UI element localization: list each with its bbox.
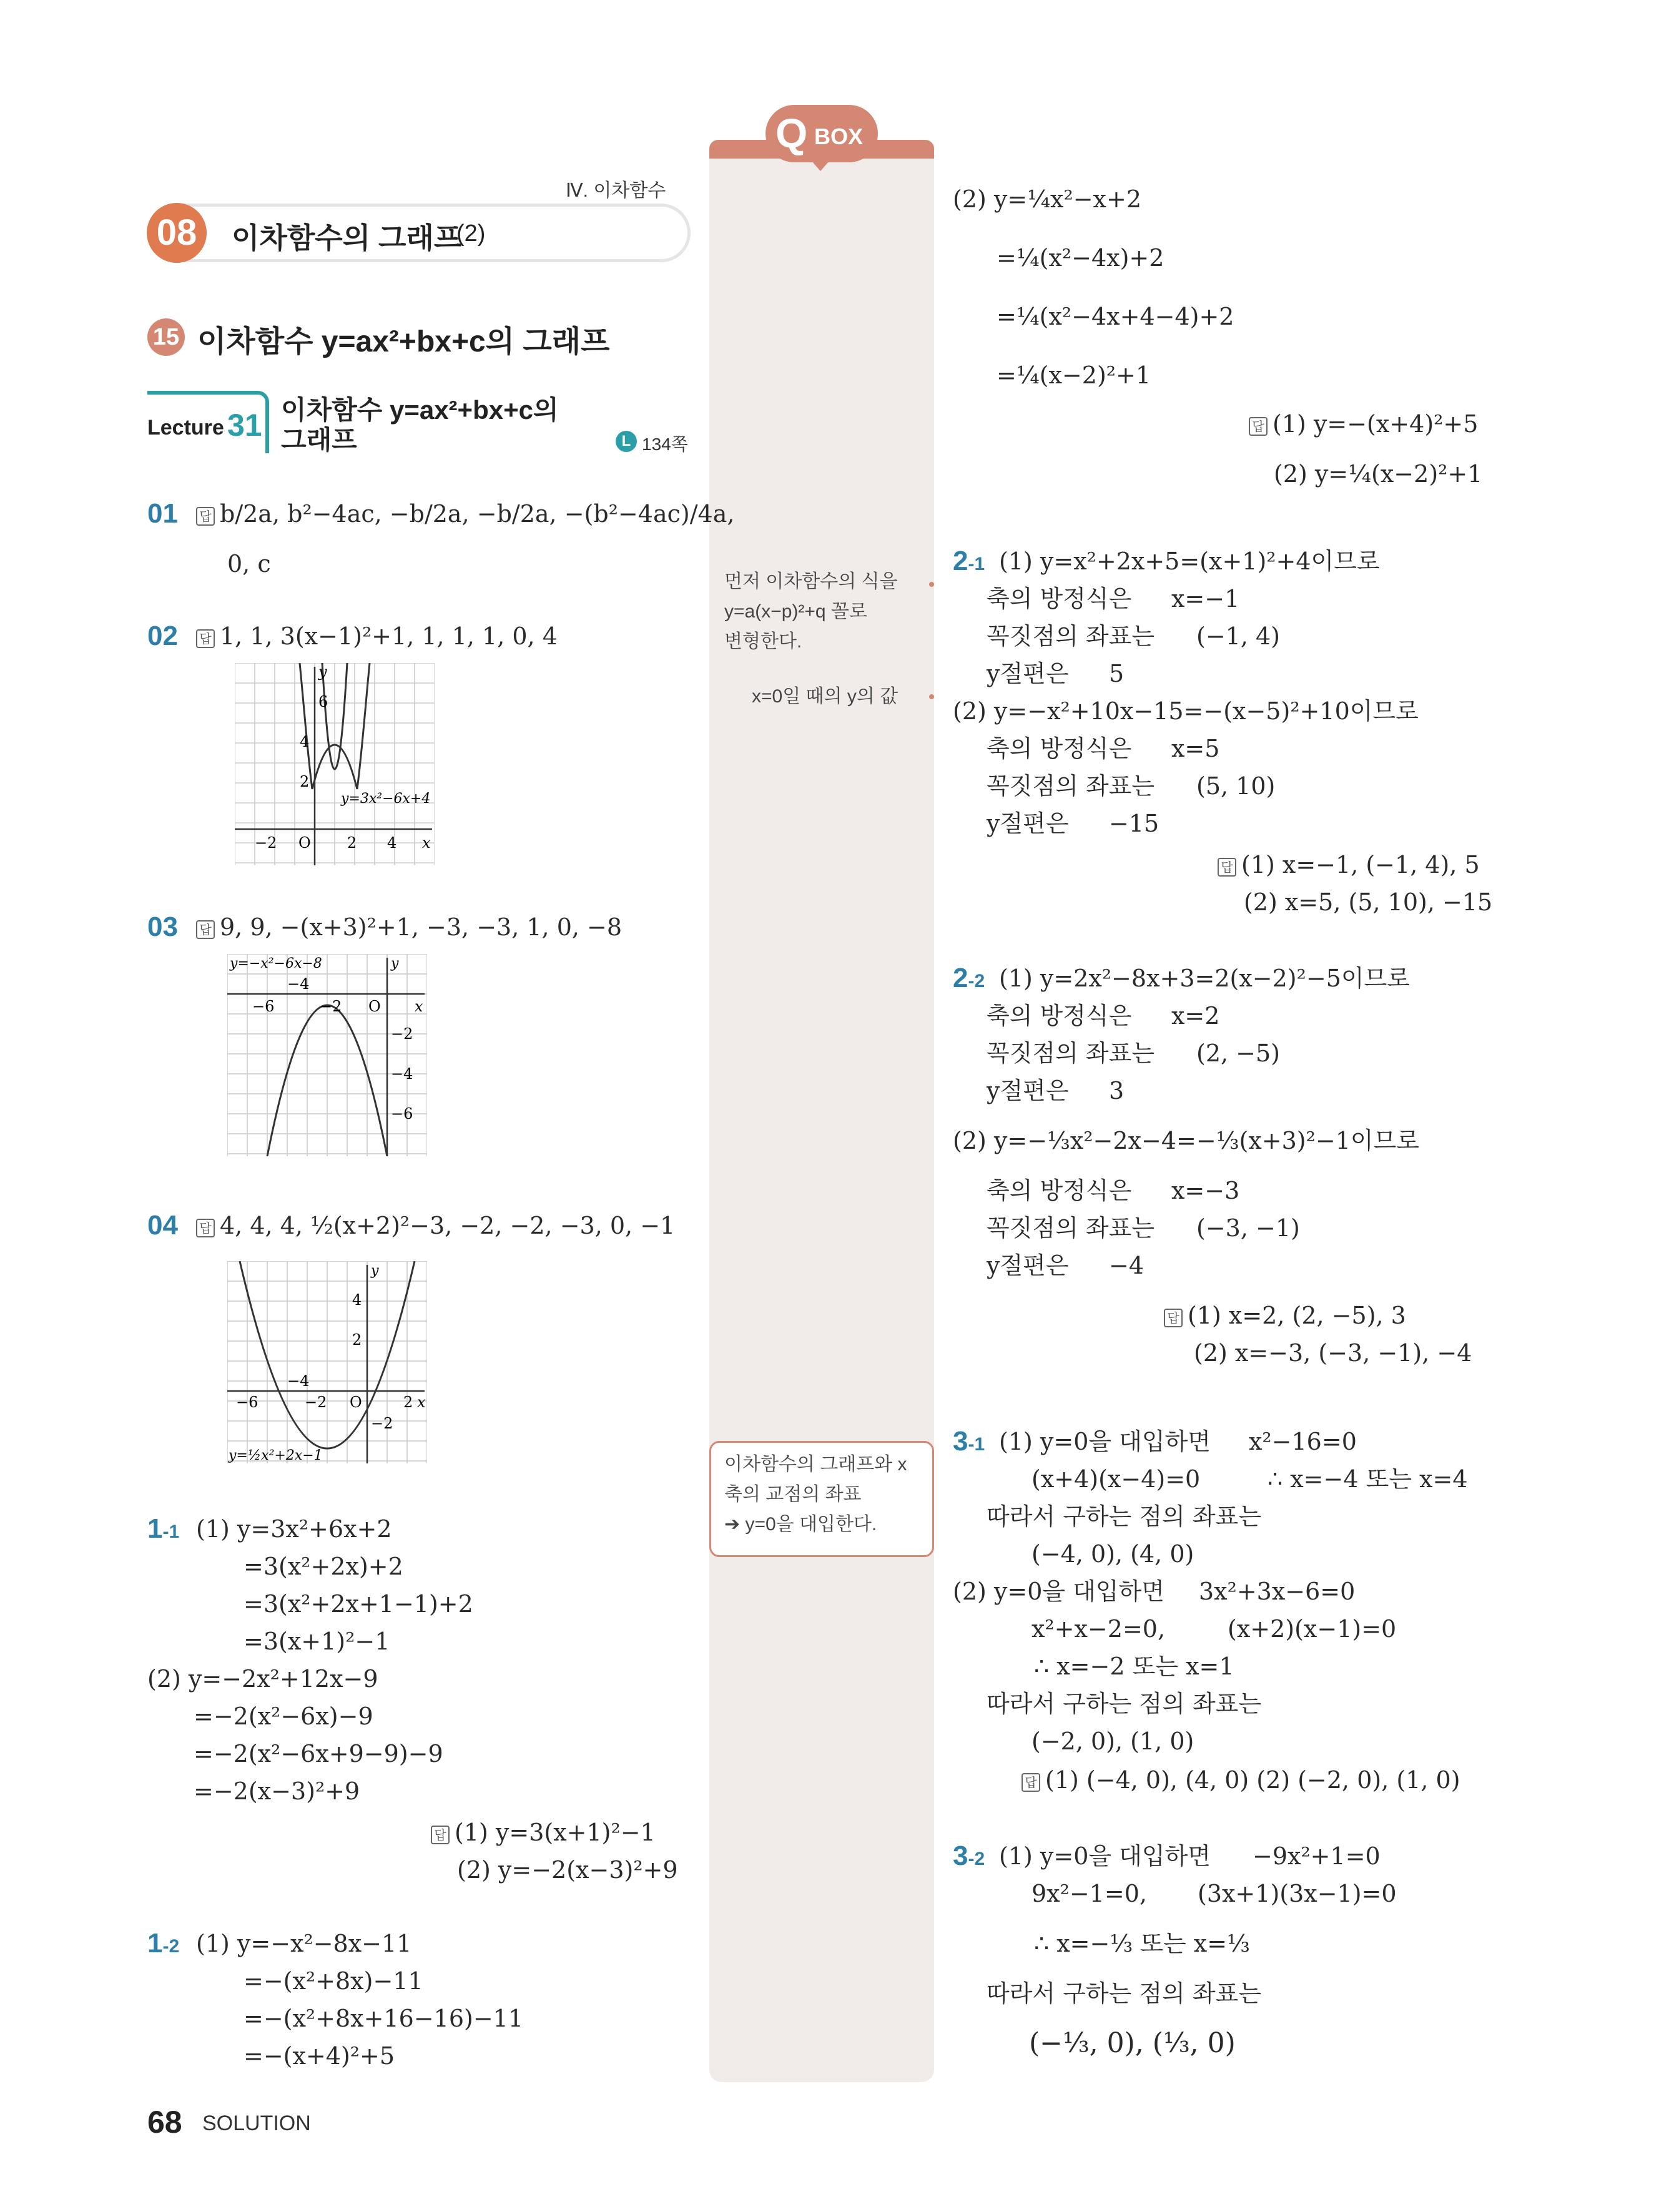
- value: x=2: [1171, 1002, 1220, 1030]
- step-line: x²+x−2=0,: [1031, 1615, 1166, 1643]
- step-line: =¼(x²−4x+4−4)+2: [997, 303, 1234, 330]
- problem-01-number: 01: [147, 498, 178, 529]
- problem-04-answer: 답 4, 4, 4, ½(x+2)²−3, −2, −2, −3, 0, −1: [196, 1211, 675, 1240]
- answer-mark: 답: [196, 920, 215, 939]
- svg-text:y: y: [318, 663, 327, 681]
- problem-2-2-number: 2-2: [953, 963, 985, 993]
- value: −15: [1109, 810, 1159, 837]
- value: 5: [1109, 660, 1125, 687]
- problem-04-number: 04: [147, 1210, 178, 1241]
- value: (5, 10): [1196, 772, 1276, 800]
- chapter-label: Ⅳ. 이차함수: [566, 180, 666, 201]
- svg-text:x: x: [422, 834, 431, 852]
- label: 축의 방정식은: [987, 585, 1132, 612]
- problem-01-line2: 0, c: [227, 550, 271, 578]
- svg-text:O: O: [298, 834, 311, 852]
- svg-text:x: x: [417, 1394, 426, 1411]
- step-line: (2) y=0을 대입하면: [953, 1578, 1165, 1605]
- problem-02-number: 02: [147, 621, 178, 651]
- footer-label: SOLUTION: [202, 2111, 311, 2135]
- value: (−3, −1): [1196, 1214, 1300, 1242]
- step-line: (−⅓, 0), (⅓, 0): [1029, 2027, 1236, 2059]
- problem-03-answer: 답 9, 9, −(x+3)²+1, −3, −3, 1, 0, −8: [196, 913, 622, 941]
- label: 축의 방정식은: [987, 735, 1132, 762]
- svg-text:−4: −4: [287, 975, 310, 993]
- svg-text:y: y: [371, 1263, 379, 1279]
- graph-02-label: y=3x²−6x+4: [341, 791, 431, 807]
- step-line: 따라서 구하는 점의 좌표는: [987, 1503, 1262, 1530]
- label: y절편은: [987, 1077, 1069, 1104]
- label: 축의 방정식은: [987, 1002, 1132, 1030]
- answer-mark: 답: [1218, 858, 1236, 877]
- step-line: (3x+1)(3x−1)=0: [1198, 1880, 1397, 1907]
- svg-text:4: 4: [300, 733, 310, 750]
- step-line: =−2(x²−6x)−9: [194, 1703, 373, 1730]
- answer-mark: 답: [196, 507, 215, 526]
- lecture-label: Lecture: [147, 416, 224, 440]
- graph-03-label: y=−x²−6x−8: [230, 956, 322, 971]
- qbox-box: BOX: [814, 124, 864, 149]
- step-line: x²−16=0: [1249, 1428, 1357, 1455]
- step-line: (2) y=−⅓x²−2x−4=−⅓(x+3)²−1이므로: [953, 1127, 1419, 1154]
- step-line: (2) y=−2x²+12x−9: [147, 1665, 378, 1693]
- step-line: 따라서 구하는 점의 좌표는: [987, 1980, 1262, 2007]
- step-line: (x+4)(x−4)=0: [1031, 1465, 1201, 1493]
- svg-text:O: O: [350, 1394, 362, 1411]
- lecture-title-1: 이차함수 y=ax²+bx+c의: [281, 395, 559, 425]
- answer-mark: 답: [1021, 1773, 1040, 1792]
- svg-text:6: 6: [318, 693, 328, 710]
- answer-mark: 답: [196, 629, 215, 648]
- svg-text:4: 4: [387, 834, 397, 852]
- svg-text:2: 2: [352, 1331, 362, 1349]
- step-line: =3(x²+2x+1−1)+2: [244, 1590, 473, 1618]
- step-line: (−4, 0), (4, 0): [1031, 1540, 1194, 1568]
- section-number: 15: [147, 318, 185, 356]
- step-line: (2) y=¼x²−x+2: [953, 185, 1141, 213]
- value: (2, −5): [1196, 1040, 1281, 1067]
- problem-3-1-number: 3-1: [953, 1426, 985, 1457]
- lecture-title-2: 그래프: [281, 425, 357, 455]
- graph-03: [227, 954, 427, 1156]
- step-line: (x+2)(x−1)=0: [1228, 1615, 1397, 1643]
- unit-header: [147, 204, 691, 262]
- label: 축의 방정식은: [987, 1177, 1132, 1204]
- step-line: =¼(x²−4x)+2: [997, 244, 1164, 272]
- note-2: x=0일 때의 y의 값: [752, 686, 898, 707]
- note-1: 먼저 이차함수의 식을 y=a(x−p)²+q 꼴로 변형한다.: [724, 571, 898, 652]
- label: 꼭짓점의 좌표는: [987, 772, 1155, 800]
- unit-part: (2): [456, 220, 486, 247]
- answer-3-1: 답 (1) (−4, 0), (4, 0) (2) (−2, 0), (1, 0): [1021, 1766, 1460, 1794]
- step-line: ∴ x=−2 또는 x=1: [1034, 1653, 1234, 1680]
- svg-text:2: 2: [347, 834, 357, 852]
- svg-text:4: 4: [352, 1291, 362, 1309]
- qbox-q: Q: [775, 110, 808, 156]
- step-line: (1) y=x²+2x+5=(x+1)²+4이므로: [999, 548, 1380, 575]
- qbox-badge: [766, 105, 878, 162]
- step-line: (1) y=0을 대입하면: [999, 1842, 1211, 1870]
- svg-text:−2: −2: [320, 998, 342, 1015]
- lecture-number: 31: [227, 408, 262, 443]
- value: 3: [1109, 1077, 1125, 1104]
- label: y절편은: [987, 660, 1069, 687]
- step-line: =−(x+4)²+5: [244, 2042, 395, 2070]
- value: x=5: [1171, 735, 1220, 762]
- label: 꼭짓점의 좌표는: [987, 1214, 1155, 1242]
- step-line: 따라서 구하는 점의 좌표는: [987, 1690, 1262, 1718]
- answer-1-1-line1: 답 (1) y=3(x+1)²−1: [431, 1818, 656, 1847]
- step-line: =3(x²+2x)+2: [244, 1553, 403, 1580]
- graph-04: [227, 1261, 427, 1463]
- step-line: =−2(x²−6x+9−9)−9: [194, 1740, 443, 1767]
- answer-mark: 답: [1249, 417, 1268, 436]
- svg-text:O: O: [368, 998, 381, 1015]
- graph-02: [235, 663, 435, 865]
- svg-text:−2: −2: [391, 1025, 413, 1043]
- svg-text:y: y: [391, 956, 399, 971]
- lecture-ref-badge: L: [616, 431, 637, 452]
- answer-1-1-line2: (2) y=−2(x−3)²+9: [457, 1856, 678, 1884]
- step-line: (−2, 0), (1, 0): [1031, 1728, 1194, 1755]
- unit-title: 이차함수의 그래프: [232, 222, 462, 254]
- step-line: =¼(x−2)²+1: [997, 361, 1151, 389]
- note-1-dot: [929, 582, 934, 587]
- step-line: =−(x²+8x+16−16)−11: [244, 2005, 524, 2032]
- value: −4: [1109, 1252, 1145, 1279]
- qbox-column: [709, 156, 934, 2082]
- svg-text:−2: −2: [255, 834, 277, 852]
- value: x=−3: [1171, 1177, 1240, 1204]
- answer-2-1-line2: (2) x=5, (5, 10), −15: [1244, 888, 1493, 916]
- unit-number-badge: 08: [147, 203, 207, 263]
- problem-01-line1: 답 b/2a, b²−4ac, −b/2a, −b/2a, −(b²−4ac)/4a,: [196, 499, 734, 528]
- answer-mark: 답: [196, 1219, 215, 1237]
- step-line: (1) y=0을 대입하면: [999, 1428, 1211, 1455]
- label: y절편은: [987, 810, 1069, 837]
- svg-text:2: 2: [403, 1394, 413, 1411]
- step-line: (1) y=−x²−8x−11: [196, 1930, 412, 1957]
- svg-text:−6: −6: [236, 1394, 258, 1411]
- answer-2-2-line1: 답 (1) x=2, (2, −5), 3: [1164, 1301, 1406, 1330]
- step-line: −9x²+1=0: [1253, 1842, 1381, 1870]
- step-line: =−(x²+8x)−11: [244, 1967, 423, 1995]
- problem-2-1-number: 2-1: [953, 546, 985, 576]
- svg-text:−2: −2: [305, 1394, 327, 1411]
- label: 꼭짓점의 좌표는: [987, 622, 1155, 650]
- svg-text:−4: −4: [391, 1065, 413, 1083]
- problem-3-2-number: 3-2: [953, 1841, 985, 1871]
- step-line: ∴ x=−4 또는 x=4: [1268, 1465, 1468, 1493]
- answer-cont-line2: (2) y=¼(x−2)²+1: [1274, 460, 1483, 488]
- step-line: =3(x+1)²−1: [244, 1628, 390, 1655]
- problem-1-2-number: 1-2: [147, 1928, 180, 1959]
- note-3: 이차함수의 그래프와 x 축의 교점의 좌표 ➔ y=0을 대입한다.: [724, 1454, 907, 1535]
- label: y절편은: [987, 1252, 1069, 1279]
- step-line: 3x²+3x−6=0: [1199, 1578, 1356, 1605]
- svg-text:−6: −6: [391, 1105, 413, 1123]
- step-line: (1) y=3x²+6x+2: [196, 1515, 392, 1543]
- svg-text:2: 2: [300, 773, 310, 790]
- problem-02-answer: 답 1, 1, 3(x−1)²+1, 1, 1, 1, 0, 4: [196, 622, 558, 651]
- note-2-dot: [929, 694, 934, 699]
- qbox-pointer: [812, 161, 829, 171]
- lecture-ref-page: 134쪽: [642, 435, 688, 454]
- answer-mark: 답: [1164, 1309, 1183, 1327]
- graph-04-label: y=½x²+2x−1: [229, 1448, 323, 1463]
- value: x=−1: [1171, 585, 1240, 612]
- problem-03-number: 03: [147, 912, 178, 942]
- label: 꼭짓점의 좌표는: [987, 1040, 1155, 1067]
- step-line: ∴ x=−⅓ 또는 x=⅓: [1034, 1930, 1250, 1957]
- answer-2-2-line2: (2) x=−3, (−3, −1), −4: [1194, 1339, 1472, 1367]
- answer-mark: 답: [431, 1826, 450, 1844]
- step-line: (1) y=2x²−8x+3=2(x−2)²−5이므로: [999, 965, 1410, 992]
- svg-text:−4: −4: [287, 1372, 310, 1390]
- problem-1-1-number: 1-1: [147, 1513, 180, 1544]
- answer-cont-line1: 답 (1) y=−(x+4)²+5: [1249, 410, 1478, 438]
- step-line: (2) y=−x²+10x−15=−(x−5)²+10이므로: [953, 697, 1419, 725]
- step-line: 9x²−1=0,: [1031, 1880, 1147, 1907]
- section-title: 이차함수 y=ax²+bx+c의 그래프: [197, 325, 610, 358]
- svg-text:−6: −6: [252, 998, 275, 1015]
- svg-text:−2: −2: [371, 1415, 393, 1432]
- value: (−1, 4): [1196, 622, 1281, 650]
- svg-text:x: x: [415, 998, 423, 1015]
- page-number: 68: [147, 2105, 182, 2140]
- step-line: =−2(x−3)²+9: [194, 1777, 360, 1805]
- answer-2-1-line1: 답 (1) x=−1, (−1, 4), 5: [1218, 850, 1480, 879]
